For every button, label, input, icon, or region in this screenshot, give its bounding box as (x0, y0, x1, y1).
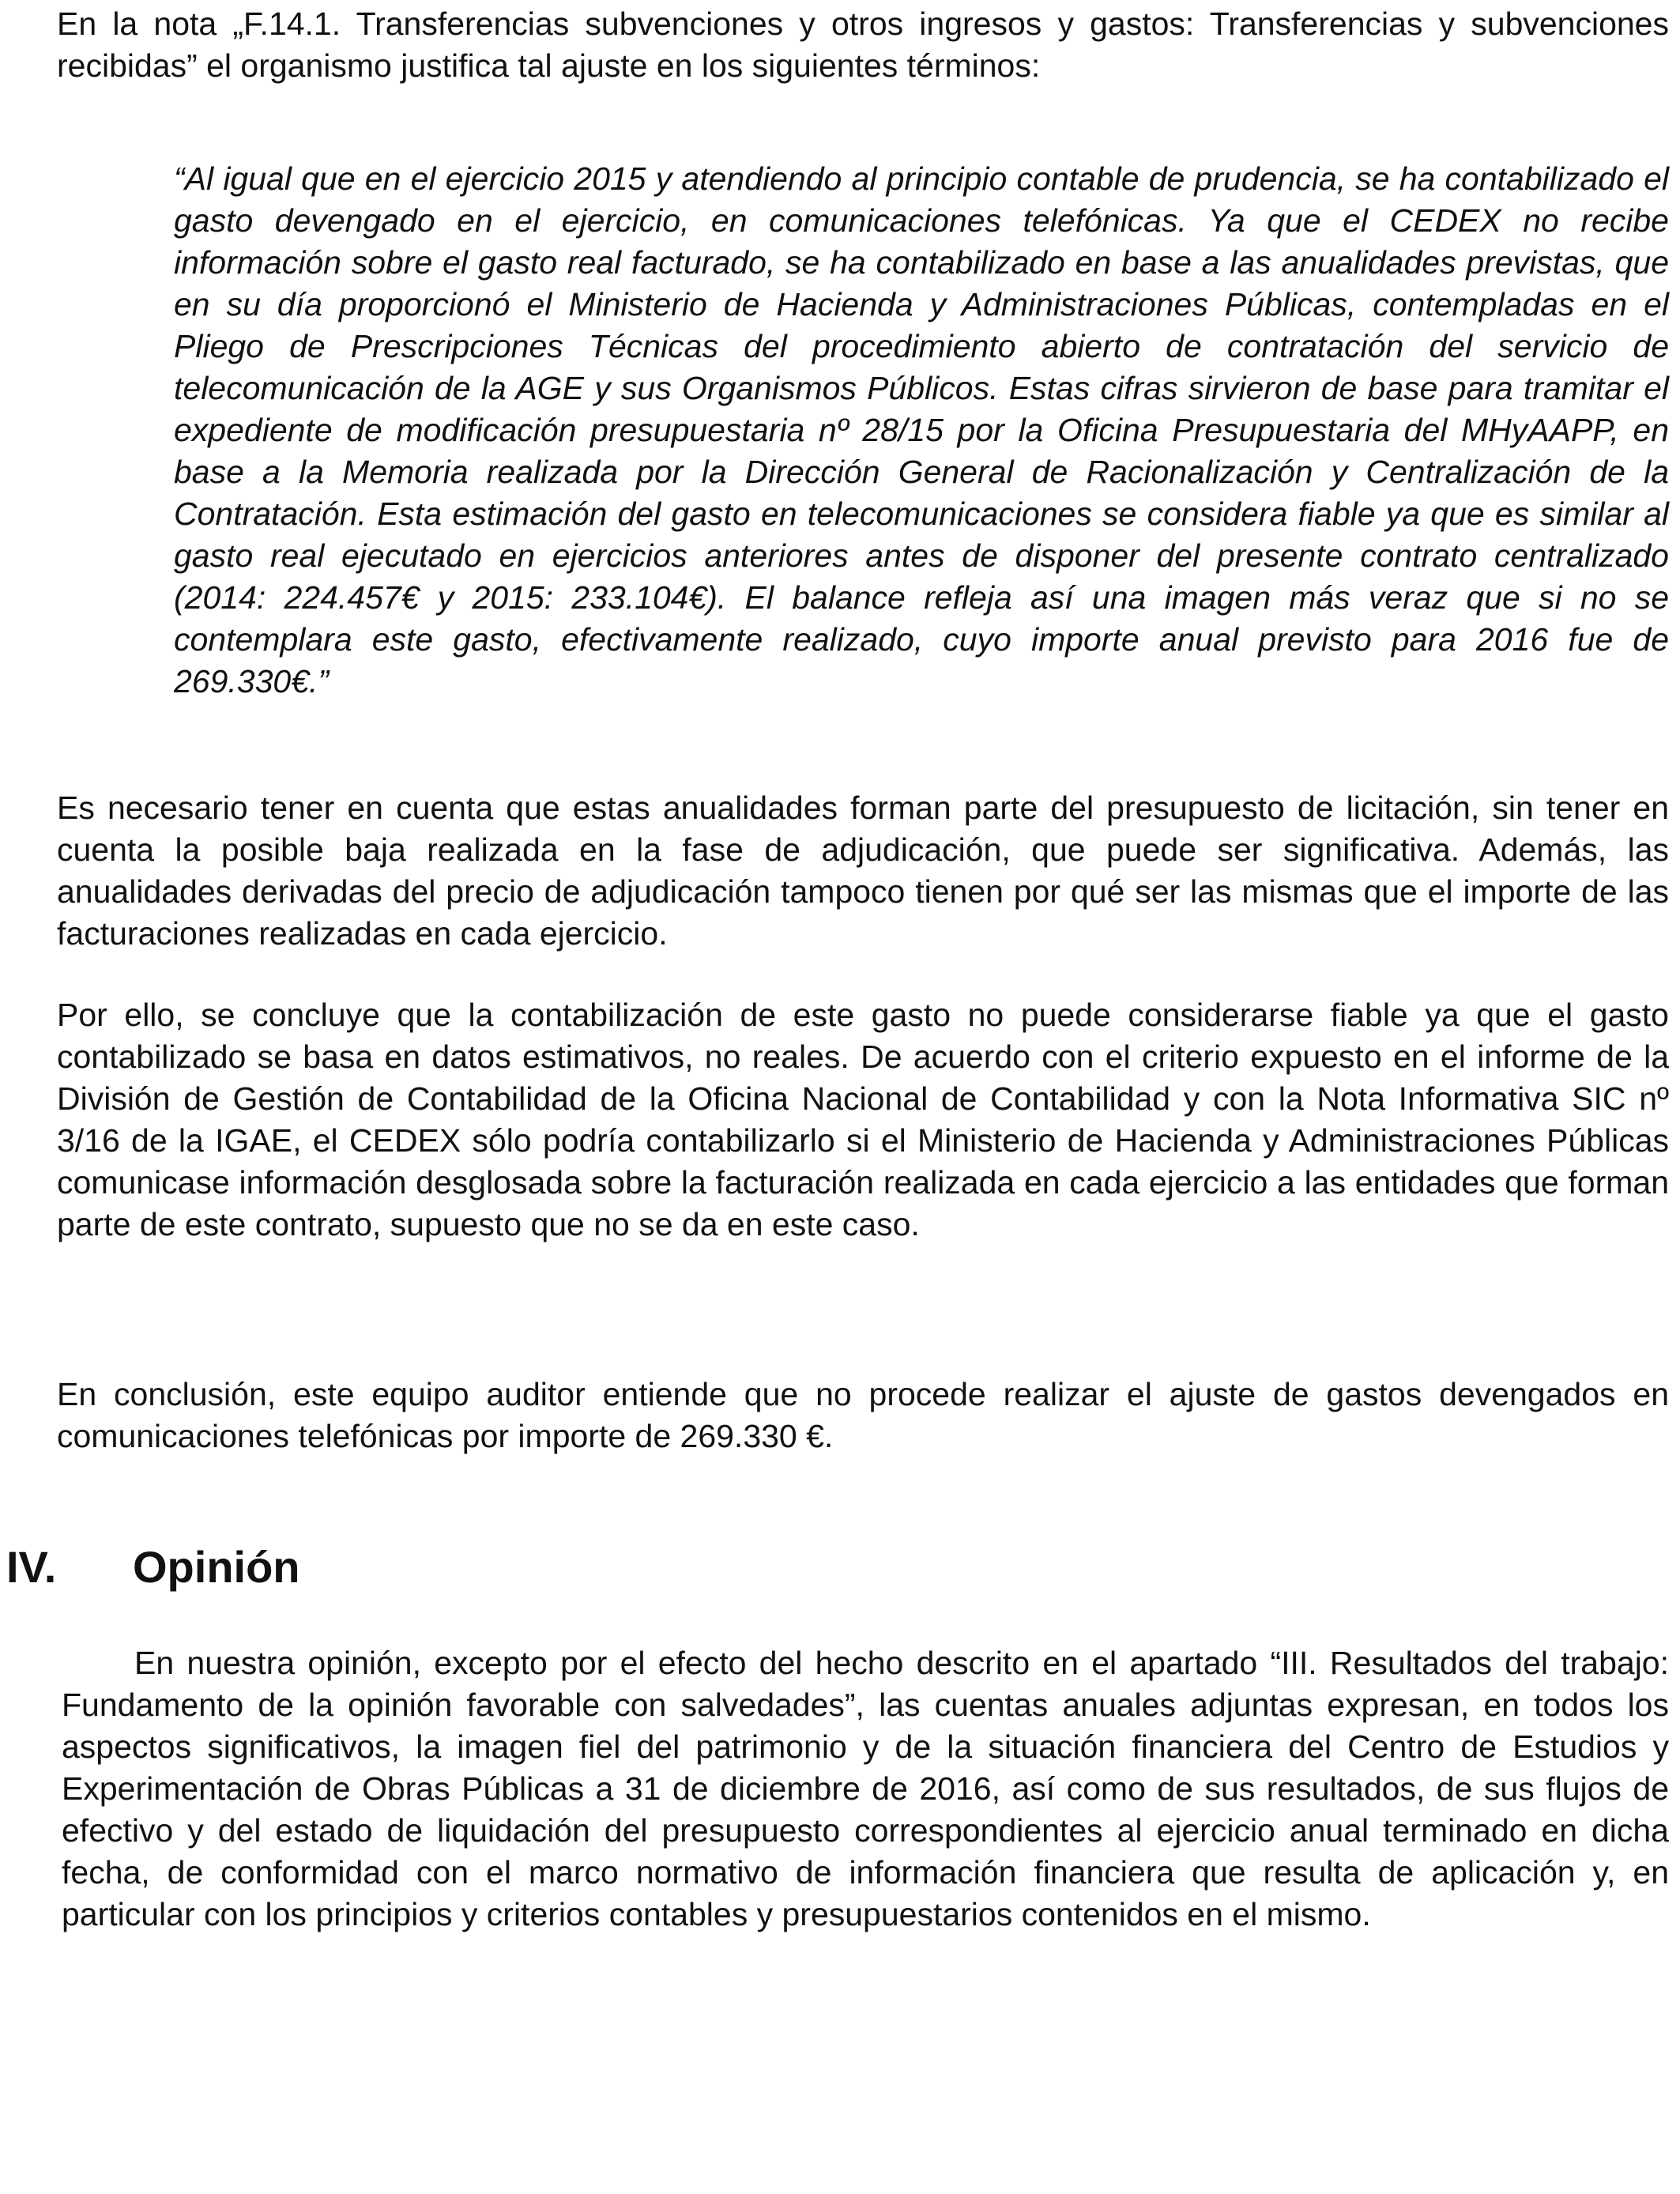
section-heading (6, 1540, 300, 1595)
section-number: IV. (6, 1542, 57, 1592)
conclusion-paragraph: En conclusión, este equipo auditor entiende que no procede realizar el ajuste de gastos devengados en comunicaciones telefónicas por importe de 269.330 €. (57, 1376, 1669, 1454)
quoted-justification: “Al igual que en el ejercicio 2015 y atendiendo al principio contable de prudencia, se ha contabilizado el gasto devengado en el ejercicio, en comunicaciones telefónicas. Ya que el CEDEX no recibe información sobre el gasto real facturado, se ha contabilizado en base a las anualidades previstas, que en su día proporcionó el Ministerio de Hacienda y Administraciones Públicas, contempladas en el Pliego de Prescripciones Técnicas del procedimiento abierto de contratación del servicio de telecomunicación de la AGE y sus Organismos Públicos. Estas cifras sirvieron de base para tramitar el expediente de modificación presupuestaria nº 28/15 por la Oficina Presupuestaria del MHyAAPP, en base a la Memoria realizada por la Dirección General de Racionalización y Centralización de la Contratación. Esta estimación del gasto en telecomunicaciones se considera fiable ya que es similar al gasto real ejecutado en ejercicios anteriores antes de disponer del presente contrato centralizado (2014: 224.457€ y 2015: 233.104€). El balance refleja así una imagen más veraz que si no se contemplara este gasto, efectivamente realizado, cuyo importe anual previsto para 2016 fue de 269.330€.” (174, 160, 1669, 699)
note-paragraph: Es necesario tener en cuenta que estas anualidades forman parte del presupuesto de licitación, sin tener en cuenta la posible baja realizada en la fase de adjudicación, que puede ser significativa. Además, las anualidades derivadas del precio de adjudicación tampoco tienen por qué ser las mismas que el importe de las facturaciones realizadas en cada ejercicio. (57, 790, 1669, 952)
section-title: Opinión (133, 1542, 300, 1592)
reasoning-paragraph: Por ello, se concluye que la contabilización de este gasto no puede considerarse fiable ya que el gasto contabilizado se basa en datos estimativos, no reales. De acuerdo con el criterio expuesto en el informe de la División de Gestión de Contabilidad de la Oficina Nacional de Contabilidad y con la Nota Informativa SIC nº 3/16 de la IGAE, el CEDEX sólo podría contabilizarlo si el Ministerio de Hacienda y Administraciones Públicas comunicase información desglosada sobre la facturación realizada en cada ejercicio a las entidades que forman parte de este contrato, supuesto que no se da en este caso. (57, 997, 1669, 1242)
opinion-paragraph: En nuestra opinión, excepto por el efecto del hecho descrito en el apartado “III. Resultados del trabajo: Fundamento de la opinión favorable con salvedades”, las cuentas anuales adjuntas expresan, en todos los aspectos significativos, la imagen fiel del patrimonio y de la situación financiera del Centro de Estudios y Experimentación de Obras Públicas a 31 de diciembre de 2016, así como de sus resultados, de sus flujos de efectivo y del estado de liquidación del presupuesto correspondientes al ejercicio anual terminado en dicha fecha, de conformidad con el marco normativo de información financiera que resulta de aplicación y, en particular con los principios y criterios contables y presupuestarios contenidos en el mismo. (62, 1645, 1669, 1932)
intro-paragraph: En la nota „F.14.1. Transferencias subvenciones y otros ingresos y gastos: Transferencias y subvenciones recibidas” el organismo justifica tal ajuste en los siguientes términos: (57, 6, 1669, 84)
